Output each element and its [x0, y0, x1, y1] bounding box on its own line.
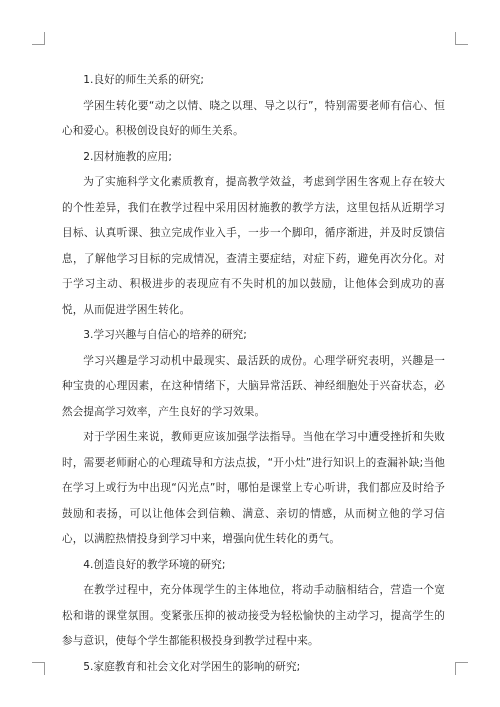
- section-heading-4: 4.创造良好的教学环境的研究;: [83, 558, 226, 571]
- section-heading-1: 1.良好的师生关系的研究;: [83, 74, 205, 86]
- crop-mark-top-right: [455, 32, 468, 45]
- section-heading-3: 3.学习兴趣与自信心的培养的研究;: [83, 329, 247, 341]
- section-4-paragraph-1: 在教学过程中，充分体现学生的主体地位，将动手动脑相结合，营造一个宽松和谐的课堂氛围。变紧张压抑的被动接受为轻松愉快的主动学习，提高学生的参与意识，使每个学生都能积极投身到教学过程中来。: [62, 584, 445, 647]
- section-heading-5: 5.家庭教育和社会文化对学困生的影响的研究;: [83, 660, 301, 673]
- crop-mark-bottom-right: [455, 662, 468, 675]
- crop-mark-top-left: [32, 32, 45, 45]
- document-body: [62, 68, 445, 680]
- section-3-paragraph-2: 对于学困生来说，教师更应该加强学法指导。当他在学习中遭受挫折和失败时，需要老师耐心的心理疏导和方法点拔，“开小灶”进行知识上的查漏补缺;当他在学习上或行为中出现“闪光点”时，哪怕是课堂上专心听讲，我们都应及时给予鼓励和表扬，可以让他体会到信赖、满意、亲切的情感，从而树立他的学习信心，以满腔热情投身到学习中来，增强向优生转化的勇气。: [62, 431, 445, 545]
- section-1-paragraph-1: 学困生转化要“动之以情、晓之以理、导之以行”，特别需要老师有信心、恒心和爱心。积极创设良好的师生关系。: [62, 99, 445, 137]
- section-2-paragraph-1: 为了实施科学文化素质教育，提高教学效益，考虑到学困生客观上存在较大的个性差异，我们在教学过程中采用因材施教的教学方法，这里包括从近期学习目标、认真听课、独立完成作业入手，一步一个脚印，循序渐进，并及时反馈信息，了解他学习目标的完成情况，查清主要症结，对症下药，避免再次分化。对于学习主动、积极进步的表现应有不失时机的加以鼓励，让他体会到成功的喜悦，从而促进学困生转化。: [62, 176, 445, 316]
- section-3-paragraph-1: 学习兴趣是学习动机中最现实、最活跃的成份。心理学研究表明，兴趣是一种宝贵的心理因素，在这种情绪下，大脑异常活跃、神经细胞处于兴奋状态，必然会提高学习效率，产生良好的学习效果。: [62, 354, 445, 418]
- crop-mark-bottom-left: [32, 662, 45, 675]
- section-heading-2: 2.因材施教的应用;: [83, 150, 173, 163]
